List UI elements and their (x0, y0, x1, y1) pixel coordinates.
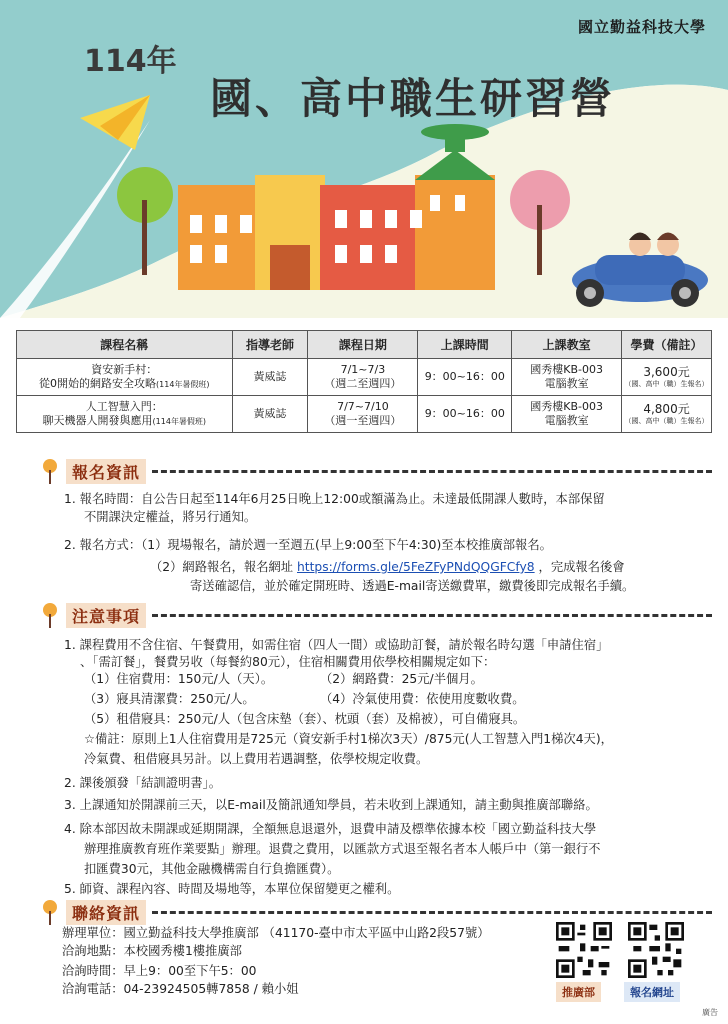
section-contact-title: 聯絡資訊 (66, 900, 146, 925)
register-line-1: 1. 報名時間：自公告日起至114年6月25日晚上12:00或額滿為止。未達最低開課人數時，本部保留 (64, 492, 605, 506)
register-line-5: 寄送確認信，並於確定開班時、透過E-mail寄送繳費單，繳費後即完成報名手續。 (190, 579, 635, 593)
notice-line-10: 4. 除本部因故未開課或延期開課，全額無息退還外，退費申請及標準依據本校「國立勤益科技大學 (64, 822, 597, 836)
register-online-suffix: ，完成報名後會 (534, 560, 625, 574)
header-room: 上課教室 (512, 331, 622, 359)
time-cell: 9：00~16：00 (418, 396, 512, 433)
room-cell (512, 359, 622, 396)
notice-line-2: 、「需訂餐」，餐費另收（每餐約80元），住宿相關費用依學校相關規定如下： (80, 655, 496, 669)
section-notice-title: 注意事項 (66, 603, 146, 628)
fee-cell (622, 396, 712, 433)
header-fee: 學費（備註） (622, 331, 712, 359)
header-date: 課程日期 (308, 331, 418, 359)
teacher-cell: 黃威誌 (232, 396, 308, 433)
room-building: 國秀樓KB-003 (530, 400, 604, 414)
section-divider (152, 911, 712, 914)
date-range: 7/1~7/3 (340, 363, 386, 377)
fee-amount: 3,600元 (643, 365, 690, 380)
tree-icon (42, 458, 58, 484)
register-online-label: （2）網路報名，報名網址 (150, 560, 297, 574)
fee-cell (622, 359, 712, 396)
school-name: 國立勤益科技大學 (577, 18, 706, 36)
course-name-line2 (17, 377, 232, 391)
course-name-line1: 人工智慧入門： (85, 400, 163, 414)
notice-line-12: 扣匯費30元，其他金融機構需自行負擔匯費）。 (84, 862, 340, 876)
fee-amount: 4,800元 (643, 402, 690, 417)
date-weekday: （週一至週四） (324, 414, 402, 427)
event-year: 114年 (84, 44, 177, 79)
date-weekday: （週二至週四） (324, 377, 402, 390)
time-cell: 9：00~16：00 (418, 359, 512, 396)
notice-line-1: 1. 課程費用不含住宿、午餐費用，如需住宿（四人一間）或協助訂餐，請於報名時勾選「申請住宿」 (64, 638, 609, 652)
notice-line-3a: （1）住宿費用：150元/人（天）。 (84, 672, 274, 686)
course-name-text: 聊天機器人開發與應用 (42, 414, 153, 427)
notice-line-11: 辦理推廣教育班作業要點」辦理。退費之費用，以匯款方式退至報名者本人帳戶中（第一銀行不 (84, 842, 601, 856)
course-name-text: 從0開始的網路安全攻略 (39, 377, 157, 390)
page-title: 國、高中職生研習營 (210, 74, 616, 123)
header-course-name: 課程名稱 (17, 331, 233, 359)
qr-label-registration: 報名網址 (624, 982, 680, 1002)
teacher-cell: 黃威誌 (232, 359, 308, 396)
notice-line-5: （5）租借寢具：250元/人（包含床墊（套）、枕頭（套）及棉被），可自備寢具。 (84, 712, 526, 726)
ad-label: 廣告 (702, 1008, 718, 1017)
qr-label-extension: 推廣部 (556, 982, 601, 1002)
room-type: 電腦教室 (544, 414, 589, 427)
tree-icon (42, 602, 58, 628)
table-row (17, 359, 712, 396)
section-register-header (42, 458, 712, 484)
contact-hours: 洽詢時間：早上9：00至下午5：00 (62, 964, 257, 978)
date-cell (308, 359, 418, 396)
course-name-line1: 資安新手村： (91, 363, 158, 377)
course-name-line2 (17, 414, 232, 428)
fee-note: （國、高中（職）生報名） (624, 417, 709, 426)
course-term-note: (114年暑假班) (152, 417, 207, 426)
notice-line-4a: （3）寢具清潔費：250元/人。 (84, 692, 255, 706)
register-line-2: 不開課決定權益，將另行通知。 (84, 510, 257, 524)
course-table (16, 330, 712, 433)
fee-note: （國、高中（職）生報名） (624, 380, 709, 389)
notice-line-6: ☆備註：原則上1人住宿費用是725元（資安新手村1梯次3天）/875元(人工智慧入門1梯次4天)， (84, 732, 613, 746)
qr-code-icon[interactable] (556, 922, 612, 978)
section-notice-header (42, 602, 712, 628)
date-range: 7/7~7/10 (337, 400, 389, 414)
table-header-row (17, 331, 712, 359)
contact-location: 洽詢地點：本校國秀樓1樓推廣部 (62, 944, 242, 958)
registration-link[interactable]: https://forms.gle/5FeZFyPNdQQGFCfy8 (297, 560, 535, 574)
date-cell (308, 396, 418, 433)
tree-icon (42, 899, 58, 925)
section-register-title: 報名資訊 (66, 459, 146, 484)
hero-banner (0, 0, 728, 318)
section-divider (152, 470, 712, 473)
table-row (17, 396, 712, 433)
course-name-cell (17, 396, 233, 433)
header-teacher: 指導老師 (232, 331, 308, 359)
header-time: 上課時間 (418, 331, 512, 359)
register-line-3: 2. 報名方式：（1）現場報名，請於週一至週五(早上9:00至下午4:30)至本校推廣部報名。 (64, 538, 552, 552)
course-name-cell (17, 359, 233, 396)
notice-line-3b: （2）網路費：25元/半個月。 (320, 672, 483, 686)
room-type: 電腦教室 (544, 377, 589, 390)
room-building: 國秀樓KB-003 (530, 363, 604, 377)
notice-line-13: 5. 師資、課程內容、時間及場地等，本單位保留變更之權利。 (64, 882, 400, 896)
course-term-note: (114年暑假班) (156, 380, 210, 389)
contact-phone: 洽詢電話：04-23924505轉7858 / 賴小姐 (62, 982, 299, 996)
register-line-4 (150, 558, 625, 577)
section-divider (152, 614, 712, 617)
qr-code-icon[interactable] (628, 922, 684, 978)
contact-unit: 辦理單位：國立勤益科技大學推廣部 （41170-臺中市太平區中山路2段57號） (62, 926, 490, 940)
room-cell (512, 396, 622, 433)
notice-line-9: 3. 上課通知於開課前三天，以E-mail及簡訊通知學員，若未收到上課通知，請主動與推廣部聯絡。 (64, 798, 598, 812)
notice-line-7: 冷氣費、租借寢具另計。以上費用若遇調整，依學校規定收費。 (84, 752, 429, 766)
notice-line-8: 2. 課後頒發「結訓證明書」。 (64, 776, 222, 790)
notice-line-4b: （4）冷氣使用費：依使用度數收費。 (320, 692, 525, 706)
